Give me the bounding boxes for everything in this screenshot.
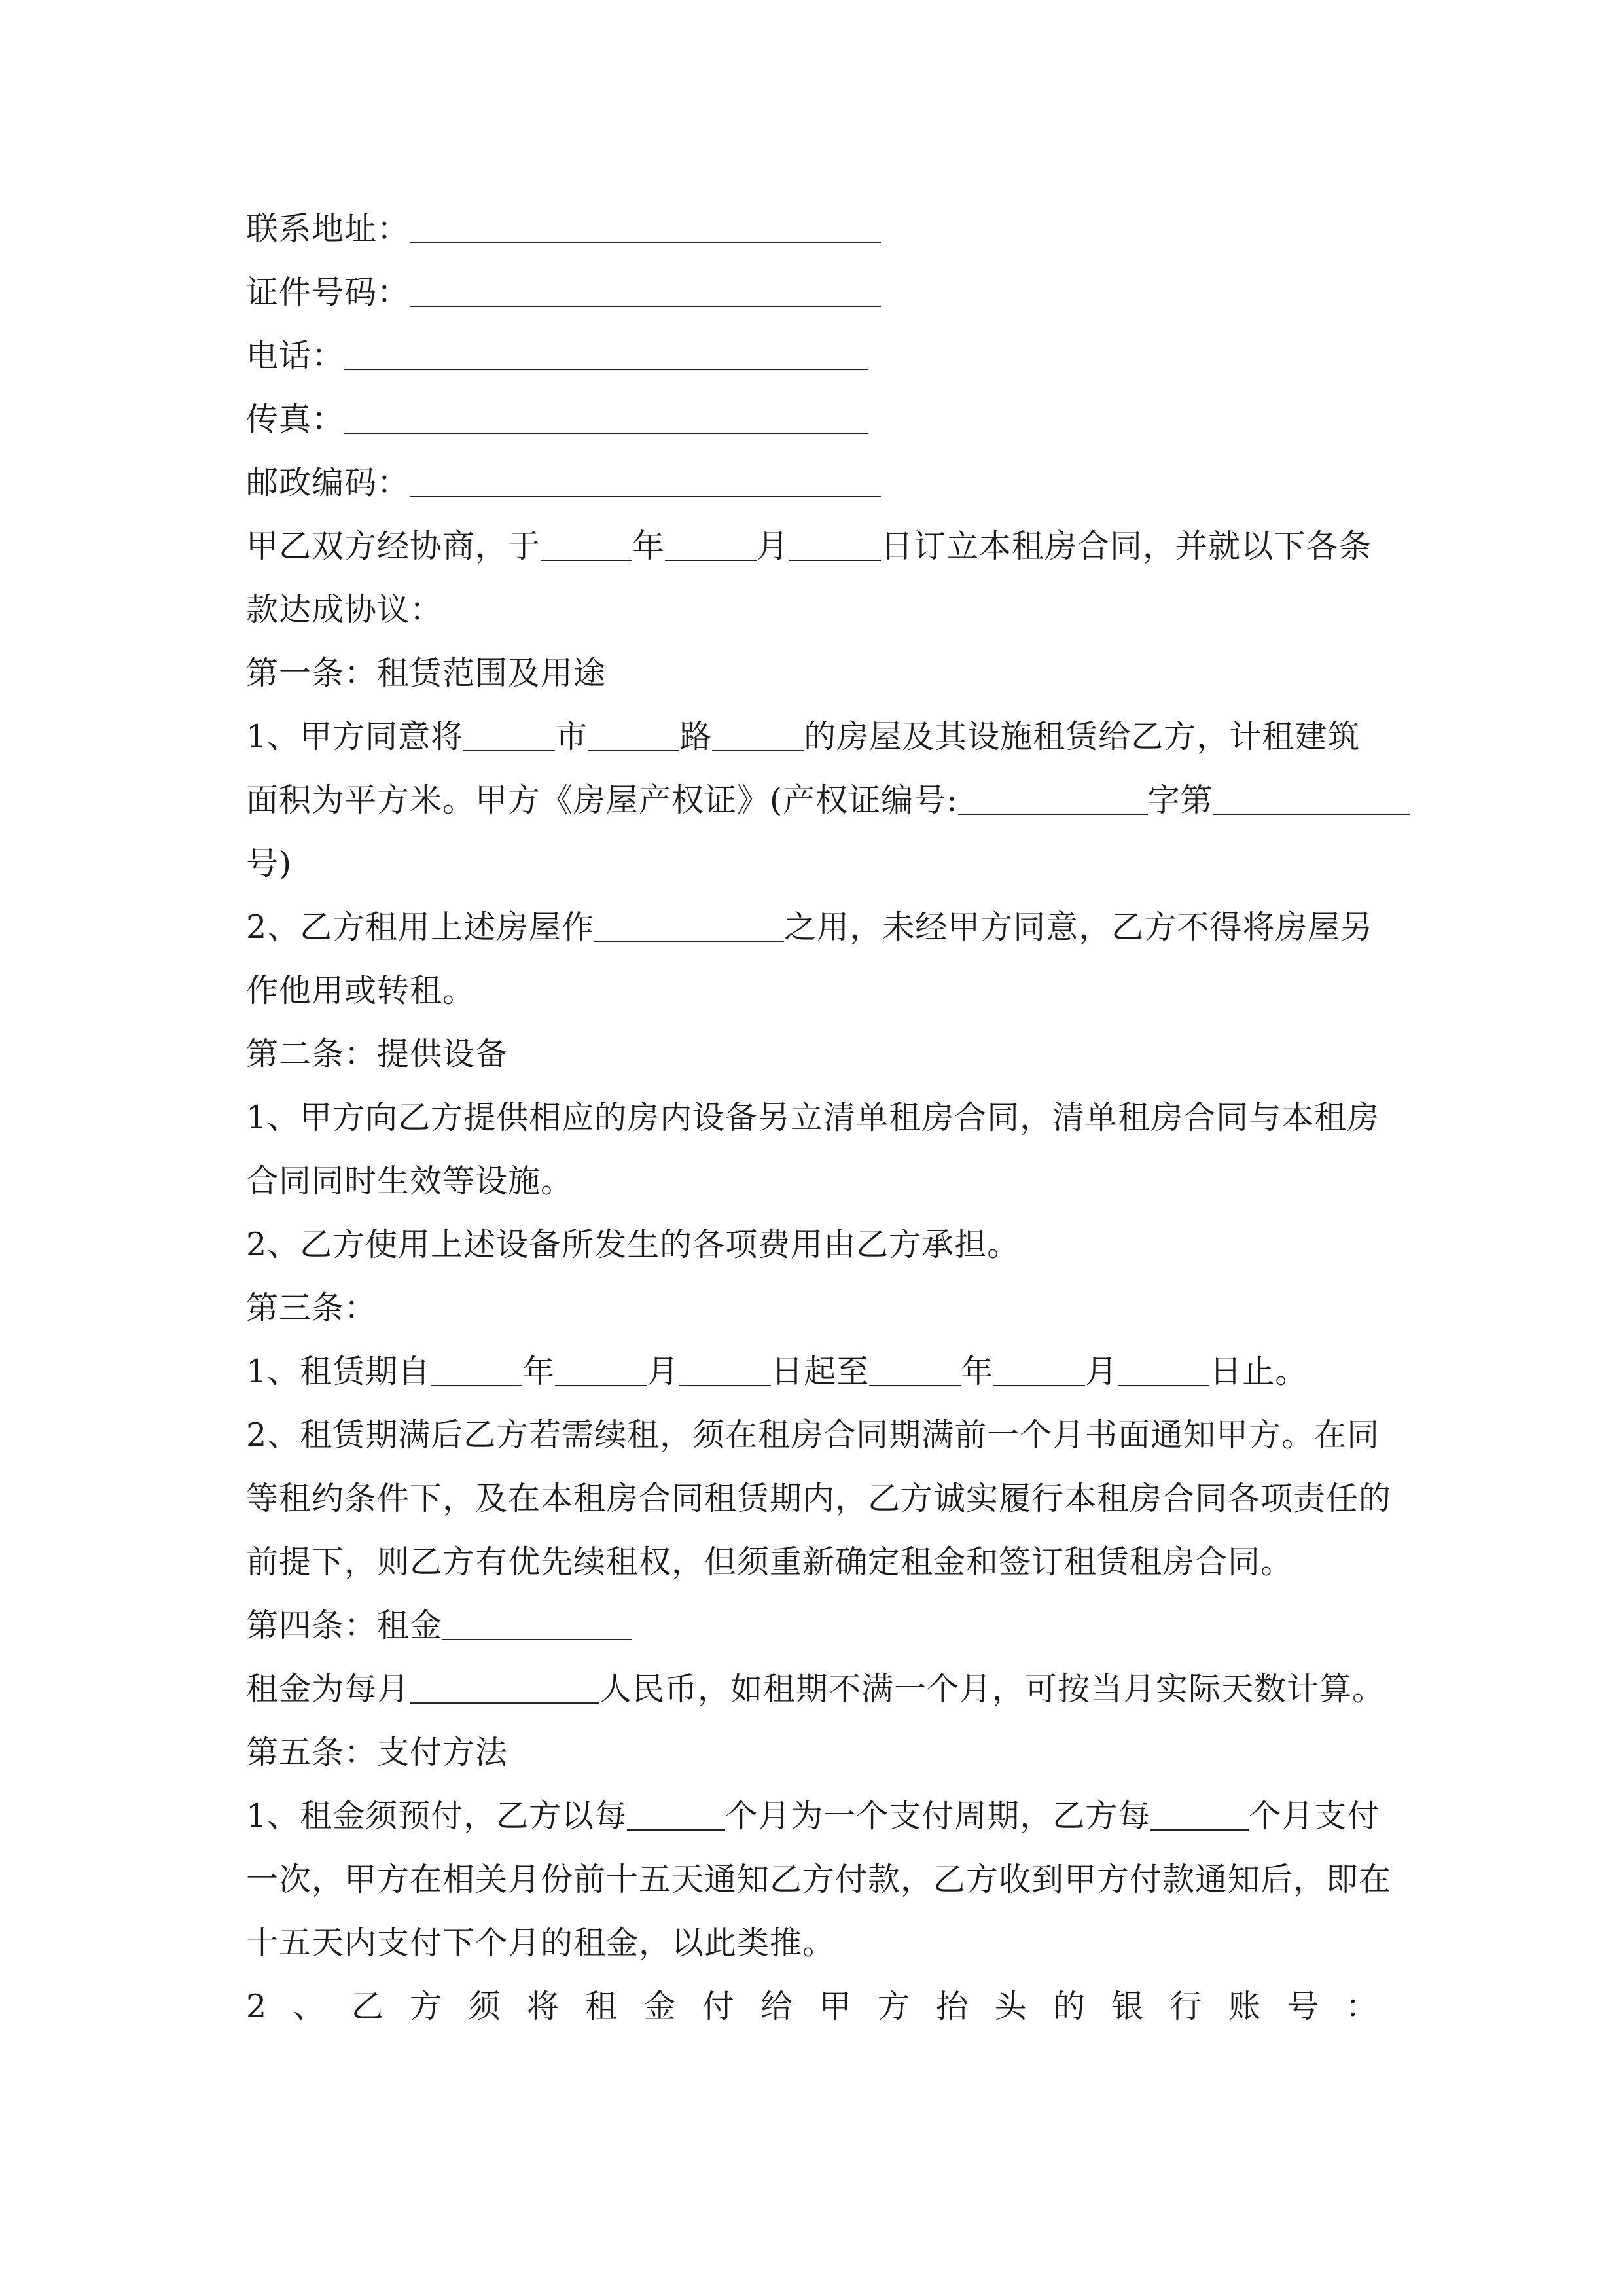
art5-p2-char: 头 (994, 1988, 1027, 2025)
article-5-p2-justified (246, 1987, 1378, 2026)
article-1-title: 第一条：租赁范围及用途 (246, 655, 607, 692)
sign-month-blank[interactable] (665, 529, 757, 561)
rent-title-blank[interactable] (442, 1609, 632, 1640)
end-month-blank[interactable] (993, 1355, 1085, 1386)
certificate-prefix-blank[interactable] (958, 783, 1148, 815)
article-1-p1-line-1 (246, 717, 1378, 757)
phone-blank[interactable] (344, 339, 868, 370)
city-blank[interactable] (463, 720, 555, 751)
article-5-p1-line-2: 一次，甲方在相关月份前十五天通知乙方付款，乙方收到甲方付款通知后，即在 (246, 1861, 1392, 1898)
art5-p2-char: 、 (293, 1988, 326, 2025)
intro-month-label: 月 (757, 528, 790, 565)
art5-p2-char: 乙 (351, 1988, 384, 2025)
art5-p2-char: 给 (760, 1988, 794, 2025)
art5-p2-char: 付 (702, 1988, 735, 2025)
art3-end-year-label: 年 (961, 1353, 994, 1390)
article-1-p2-line-1 (246, 908, 1378, 947)
art1-p1-text-b: 的房屋及其设施租赁给乙方，计租建筑 (804, 718, 1361, 755)
art5-p2-char: 银 (1111, 1988, 1145, 2025)
intro-line-1 (246, 527, 1378, 566)
article-3-p2-line-2: 等租约条件下，及在本租房合同租赁期内，乙方诚实履行本租房合同各项责任的 (246, 1480, 1392, 1517)
art3-p1-text-a: 1、租赁期自 (246, 1353, 431, 1390)
house-number-blank[interactable] (712, 720, 804, 751)
field-phone-label: 电话： (246, 337, 345, 374)
intro-line-2: 款达成协议： (246, 591, 443, 628)
article-5-title: 第五条：支付方法 (246, 1734, 508, 1771)
article-2-p1-line-1: 1、甲方向乙方提供相应的房内设备另立清单租房合同，清单租房合同与本租房 (246, 1099, 1380, 1136)
art3-p1-text-c: 日止。 (1209, 1353, 1308, 1390)
article-3-title: 第三条： (246, 1289, 378, 1327)
article-3-p1 (246, 1352, 1378, 1391)
field-id-number-label: 证件号码： (246, 274, 410, 311)
article-2-title: 第二条：提供设备 (246, 1035, 508, 1073)
id-number-blank[interactable] (410, 276, 881, 307)
art3-end-month-label: 月 (1085, 1353, 1118, 1390)
end-day-blank[interactable] (1118, 1355, 1209, 1386)
end-year-blank[interactable] (869, 1355, 961, 1386)
art5-p2-char: 方 (877, 1988, 910, 2025)
art4-p1-text-b: 人民币，如租期不满一个月，可按当月实际天数计算。 (599, 1670, 1385, 1708)
art1-p2-text-a: 2、乙方租用上述房屋作 (246, 908, 595, 946)
article-5-p1-line-1 (246, 1797, 1378, 1836)
fax-blank[interactable] (344, 403, 868, 434)
art3-start-year-label: 年 (522, 1353, 556, 1390)
art1-p1-text-a: 1、甲方同意将 (246, 718, 464, 755)
art5-p2-char: 租 (585, 1988, 618, 2025)
article-2-p2: 2、乙方使用上述设备所发生的各项费用由乙方承担。 (246, 1226, 1020, 1263)
sign-year-blank[interactable] (541, 529, 632, 561)
field-address-label: 联系地址： (246, 210, 410, 247)
art5-p2-char: 方 (410, 1988, 443, 2025)
art1-zi-label: 字第 (1147, 781, 1213, 819)
art5-p2-char: 账 (1228, 1988, 1262, 2025)
art4-p1-text-a: 租金为每月 (246, 1670, 410, 1708)
art5-p2-char: 2 (246, 1988, 268, 2025)
art3-p1-text-b: 日起至 (771, 1353, 870, 1390)
field-postcode (246, 463, 1378, 503)
payment-cycle-blank[interactable] (627, 1799, 725, 1831)
start-month-blank[interactable] (555, 1355, 647, 1386)
art3-start-month-label: 月 (647, 1353, 680, 1390)
art5-p2-char: 行 (1169, 1988, 1203, 2025)
field-id-number (246, 273, 1378, 312)
article-5-p1-line-3: 十五天内支付下个月的租金，以此类推。 (246, 1924, 836, 1962)
art1-p2-text-b: 之用，未经甲方同意，乙方不得将房屋另 (784, 908, 1374, 946)
road-blank[interactable] (588, 720, 679, 751)
article-1-p1-line-2 (246, 781, 1378, 820)
art5-p2-char: 将 (526, 1988, 560, 2025)
field-fax (246, 400, 1378, 439)
start-day-blank[interactable] (679, 1355, 771, 1386)
article-4-p1 (246, 1670, 1385, 1709)
article-4-title (246, 1606, 1378, 1645)
article-3-p2-line-3: 前提下，则乙方有优先续租权，但须重新确定租金和签订租赁租房合同。 (246, 1543, 1294, 1581)
article-1-p1-line-3: 号) (246, 845, 293, 882)
postcode-blank[interactable] (410, 466, 881, 497)
intro-text-b: 日订立本租房合同，并就以下各条 (881, 528, 1372, 565)
art5-p1-text-b: 个月为一个支付周期，乙方每 (725, 1797, 1151, 1835)
art5-p2-char: 的 (1052, 1988, 1086, 2025)
art5-p2-char: 须 (468, 1988, 501, 2025)
art4-title-text: 第四条：租金 (246, 1607, 443, 1644)
field-fax-label: 传真： (246, 401, 345, 438)
usage-blank[interactable] (594, 910, 784, 942)
art5-p2-char: 金 (643, 1988, 677, 2025)
intro-text-a: 甲乙双方经协商，于 (246, 528, 541, 565)
field-postcode-label: 邮政编码： (246, 464, 410, 501)
art1-city-label: 市 (555, 718, 588, 755)
payment-interval-blank[interactable] (1150, 1799, 1249, 1831)
certificate-number-blank[interactable] (1213, 783, 1410, 815)
field-phone (246, 336, 1378, 376)
art5-p2-char: 抬 (936, 1988, 969, 2025)
article-2-p1-line-2: 合同同时生效等设施。 (246, 1162, 574, 1200)
art5-p1-text-a: 1、租金须预付，乙方以每 (246, 1797, 628, 1835)
intro-year-label: 年 (632, 528, 666, 565)
field-address (246, 209, 1378, 249)
address-blank[interactable] (410, 212, 881, 243)
article-1-p2-line-2: 作他用或转租。 (246, 972, 476, 1009)
art1-road-label: 路 (679, 718, 713, 755)
start-year-blank[interactable] (431, 1355, 522, 1386)
sign-day-blank[interactable] (789, 529, 881, 561)
art5-p2-char: ： (1345, 1988, 1378, 2025)
art1-p1-text-c: 面积为平方米。甲方《房屋产权证》(产权证编号: (246, 781, 958, 819)
monthly-rent-blank[interactable] (410, 1672, 599, 1704)
art5-p1-text-c: 个月支付 (1249, 1797, 1380, 1835)
art5-p2-char: 甲 (819, 1988, 852, 2025)
art5-p2-char: 号 (1287, 1988, 1320, 2025)
article-3-p2-line-1: 2、租赁期满后乙方若需续租，须在租房合同期满前一个月书面通知甲方。在同 (246, 1416, 1380, 1454)
